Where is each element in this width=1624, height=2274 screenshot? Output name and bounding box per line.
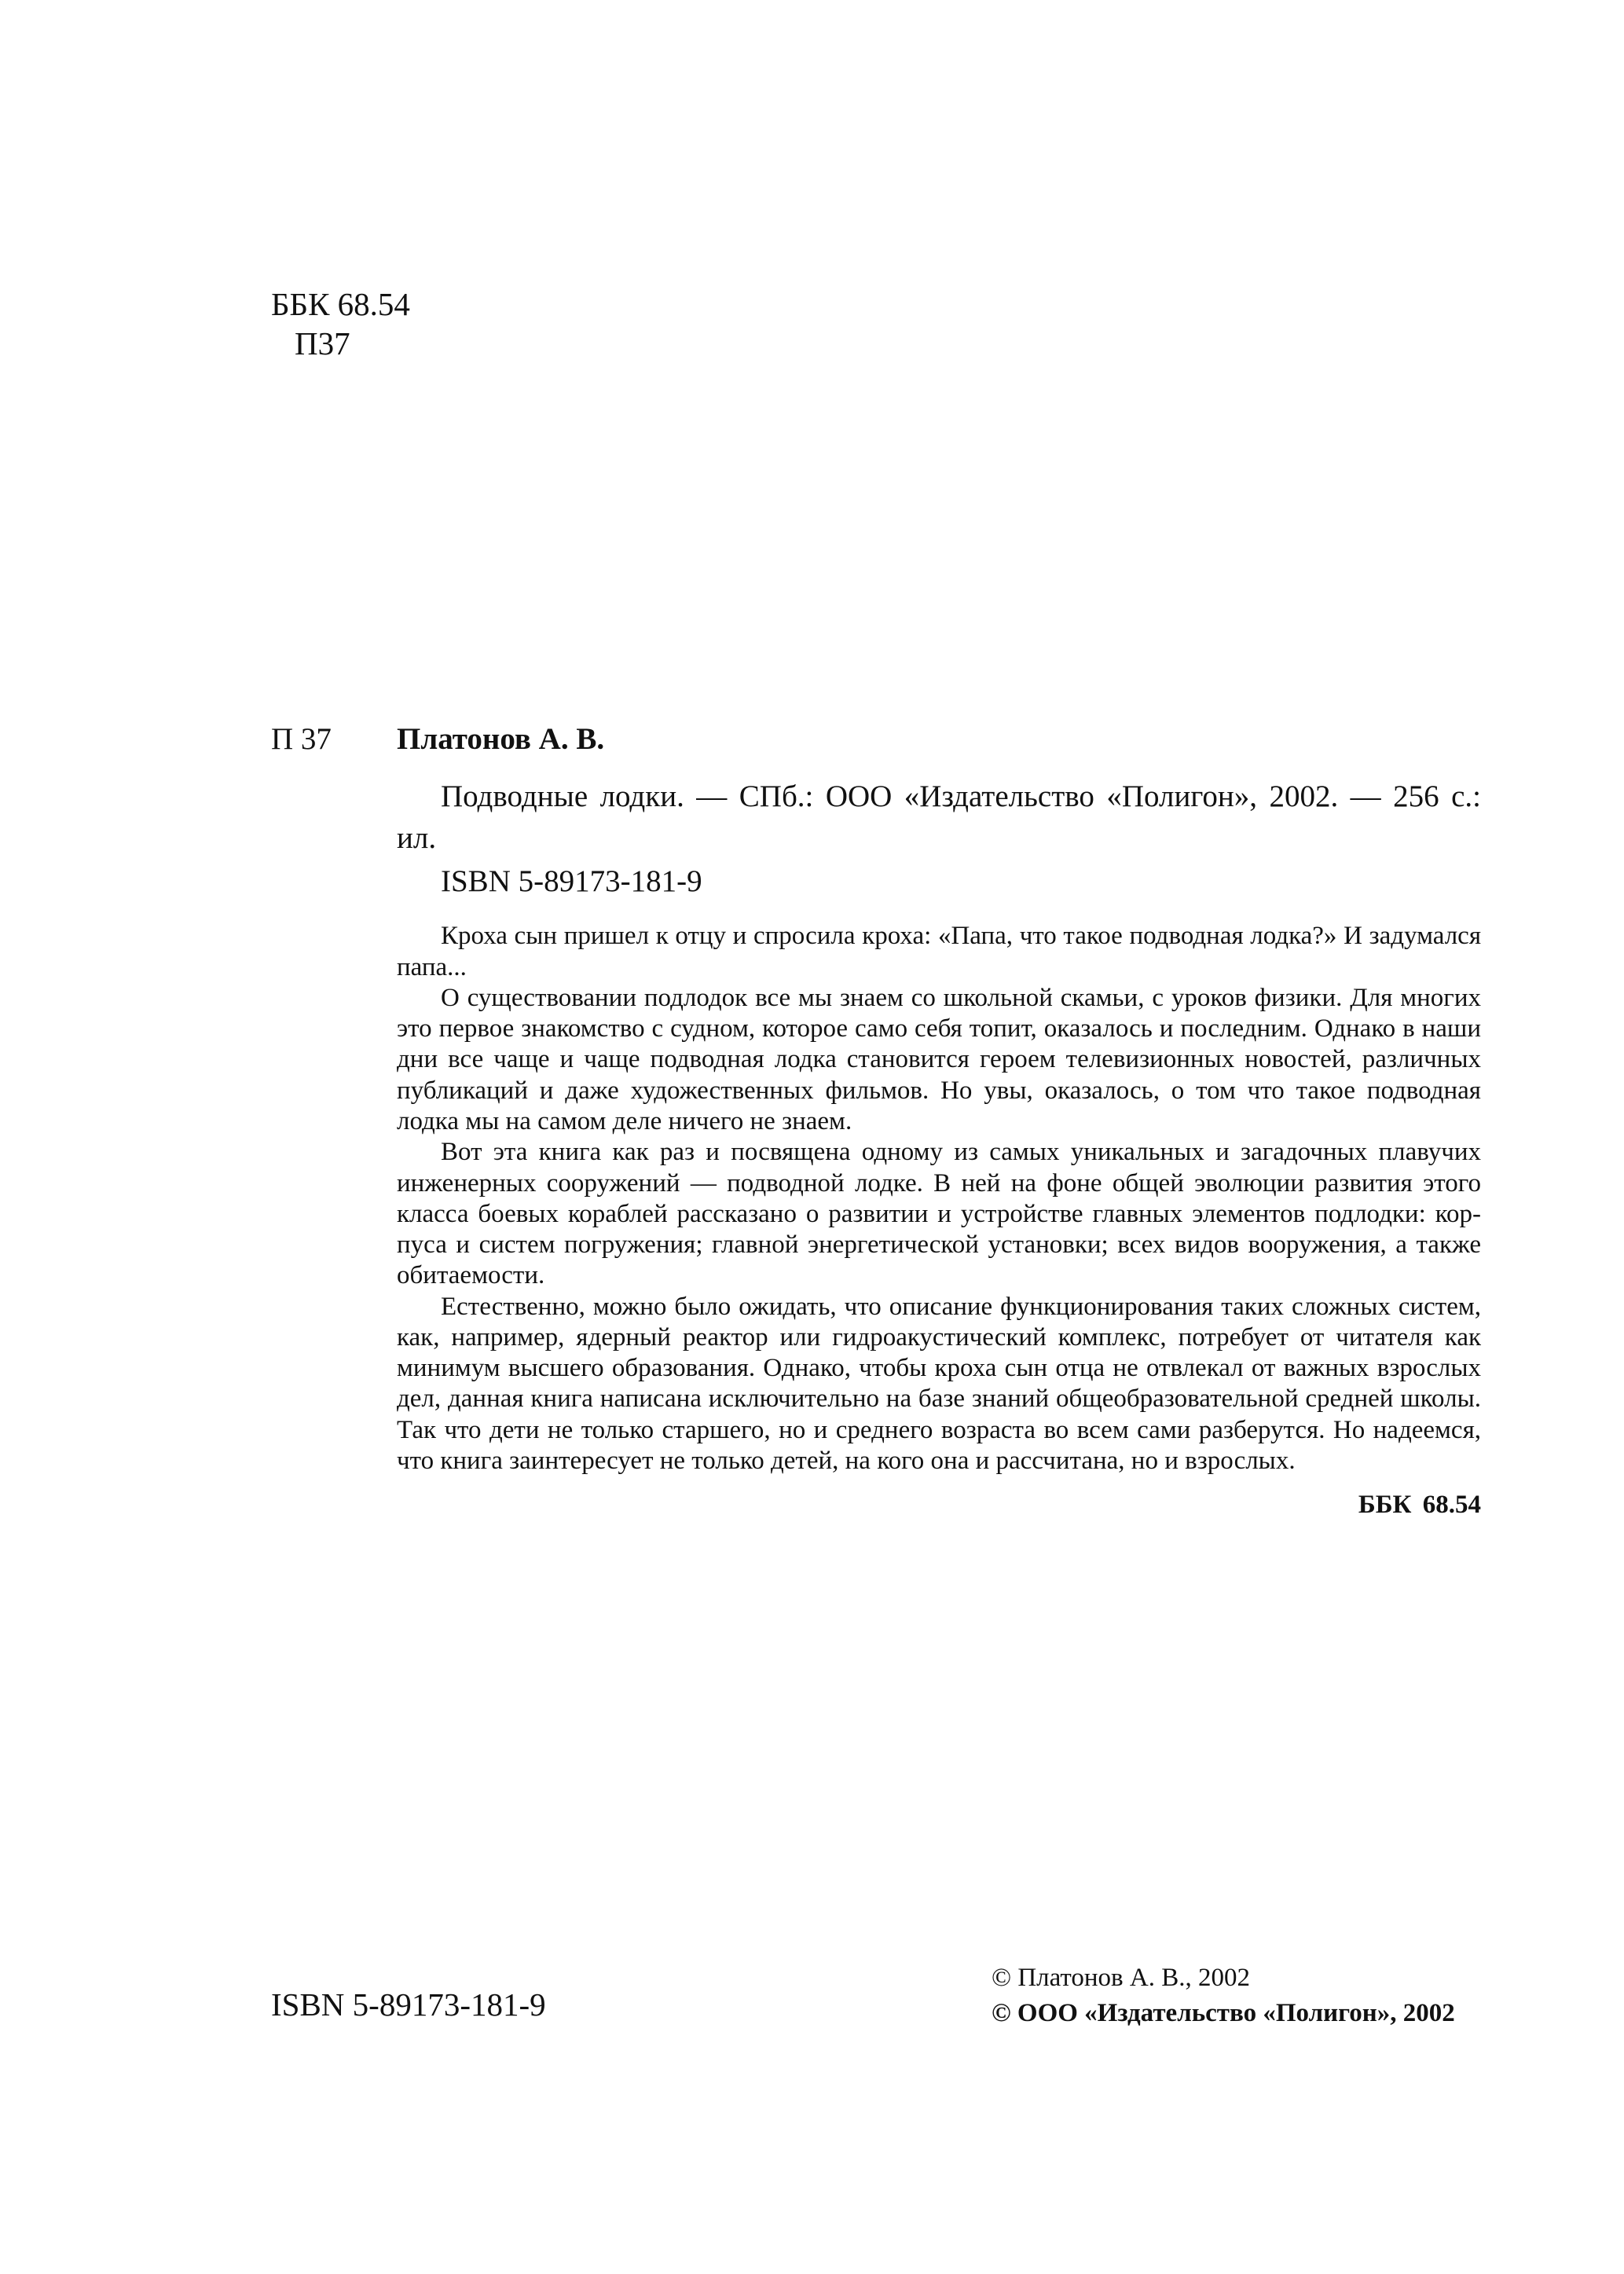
copyright-publisher: © ООО «Издательство «Полигон», 2002 — [992, 1998, 1455, 2027]
annotation-paragraph: О существовании подлодок все мы знаем со школьной скамьи, с уроков физики. Для многих это первое знакомство с судном, которое само себя топит, оказалось и последним. Однако в наши дни все чаще и чаще подводная лодка становится героем телевизионных новостей, различных публикаций и даже художественных фильмов. Но увы, оказалось, о том что такое подводная лодка мы на самом деле ничего не знаем. — [397, 983, 1481, 1135]
annotation — [397, 921, 1481, 1476]
copyright-block — [992, 1960, 1455, 2030]
bbk-code: ББК 68.54 — [271, 286, 410, 322]
entry-isbn: ISBN 5-89173-181-9 — [441, 864, 702, 898]
annotation-paragraph: Вот эта книга как раз и посвящена одному из самых уникальных и загадочных плавучих инженерных сооружений — подводной лодке. В ней на фоне общей эволюции развития этого класса боевых кораблей рассказано о развитии и устройстве главных элементов подлодки: корпуса и систем погружения; главной энергетической установки; всех видов вооружения, а также обитаемости. — [397, 1138, 1481, 1290]
footer-isbn: ISBN 5-89173-181-9 — [271, 1986, 546, 2023]
annotation-paragraph: Естественно, можно было ожидать, что описание функционирования таких сложных систем, как, например, ядерный реактор или гидроакустический комплекс, потребует от читателя как минимум высшего образования. Однако, чтобы кроха сын отца не отвлекал от важных взрослых дел, данная книга написана исключительно на базе знаний общеобразовательной средней школы. Так что дети не только старшего, но и среднего возраста во всем сами разберутся. Но надеемся, что книга заинтересует не только детей, на кого она и рассчитана, но и взрослых. — [397, 1292, 1481, 1475]
entry-author-sign: П 37 — [271, 722, 332, 756]
classification-footer: ББК 68.54 — [1358, 1491, 1481, 1520]
copyright-author: © Платонов А. В., 2002 — [992, 1964, 1250, 1992]
entry-body — [397, 721, 1481, 1520]
entry-imprint: Подводные лодки. — СПб.: ООО «Издательство «Полигон», 2002. — 256 с.: ил. — [397, 779, 1481, 856]
catalog-entry — [271, 721, 1481, 1520]
classification-codes — [271, 284, 410, 364]
author-sign: П37 — [295, 325, 350, 362]
entry-author: Платонов А. В. — [397, 722, 605, 756]
annotation-paragraph: Кроха сын пришел к отцу и спросила кроха: «Папа, что такое подводная лодка?» И задумался папа... — [397, 922, 1481, 981]
